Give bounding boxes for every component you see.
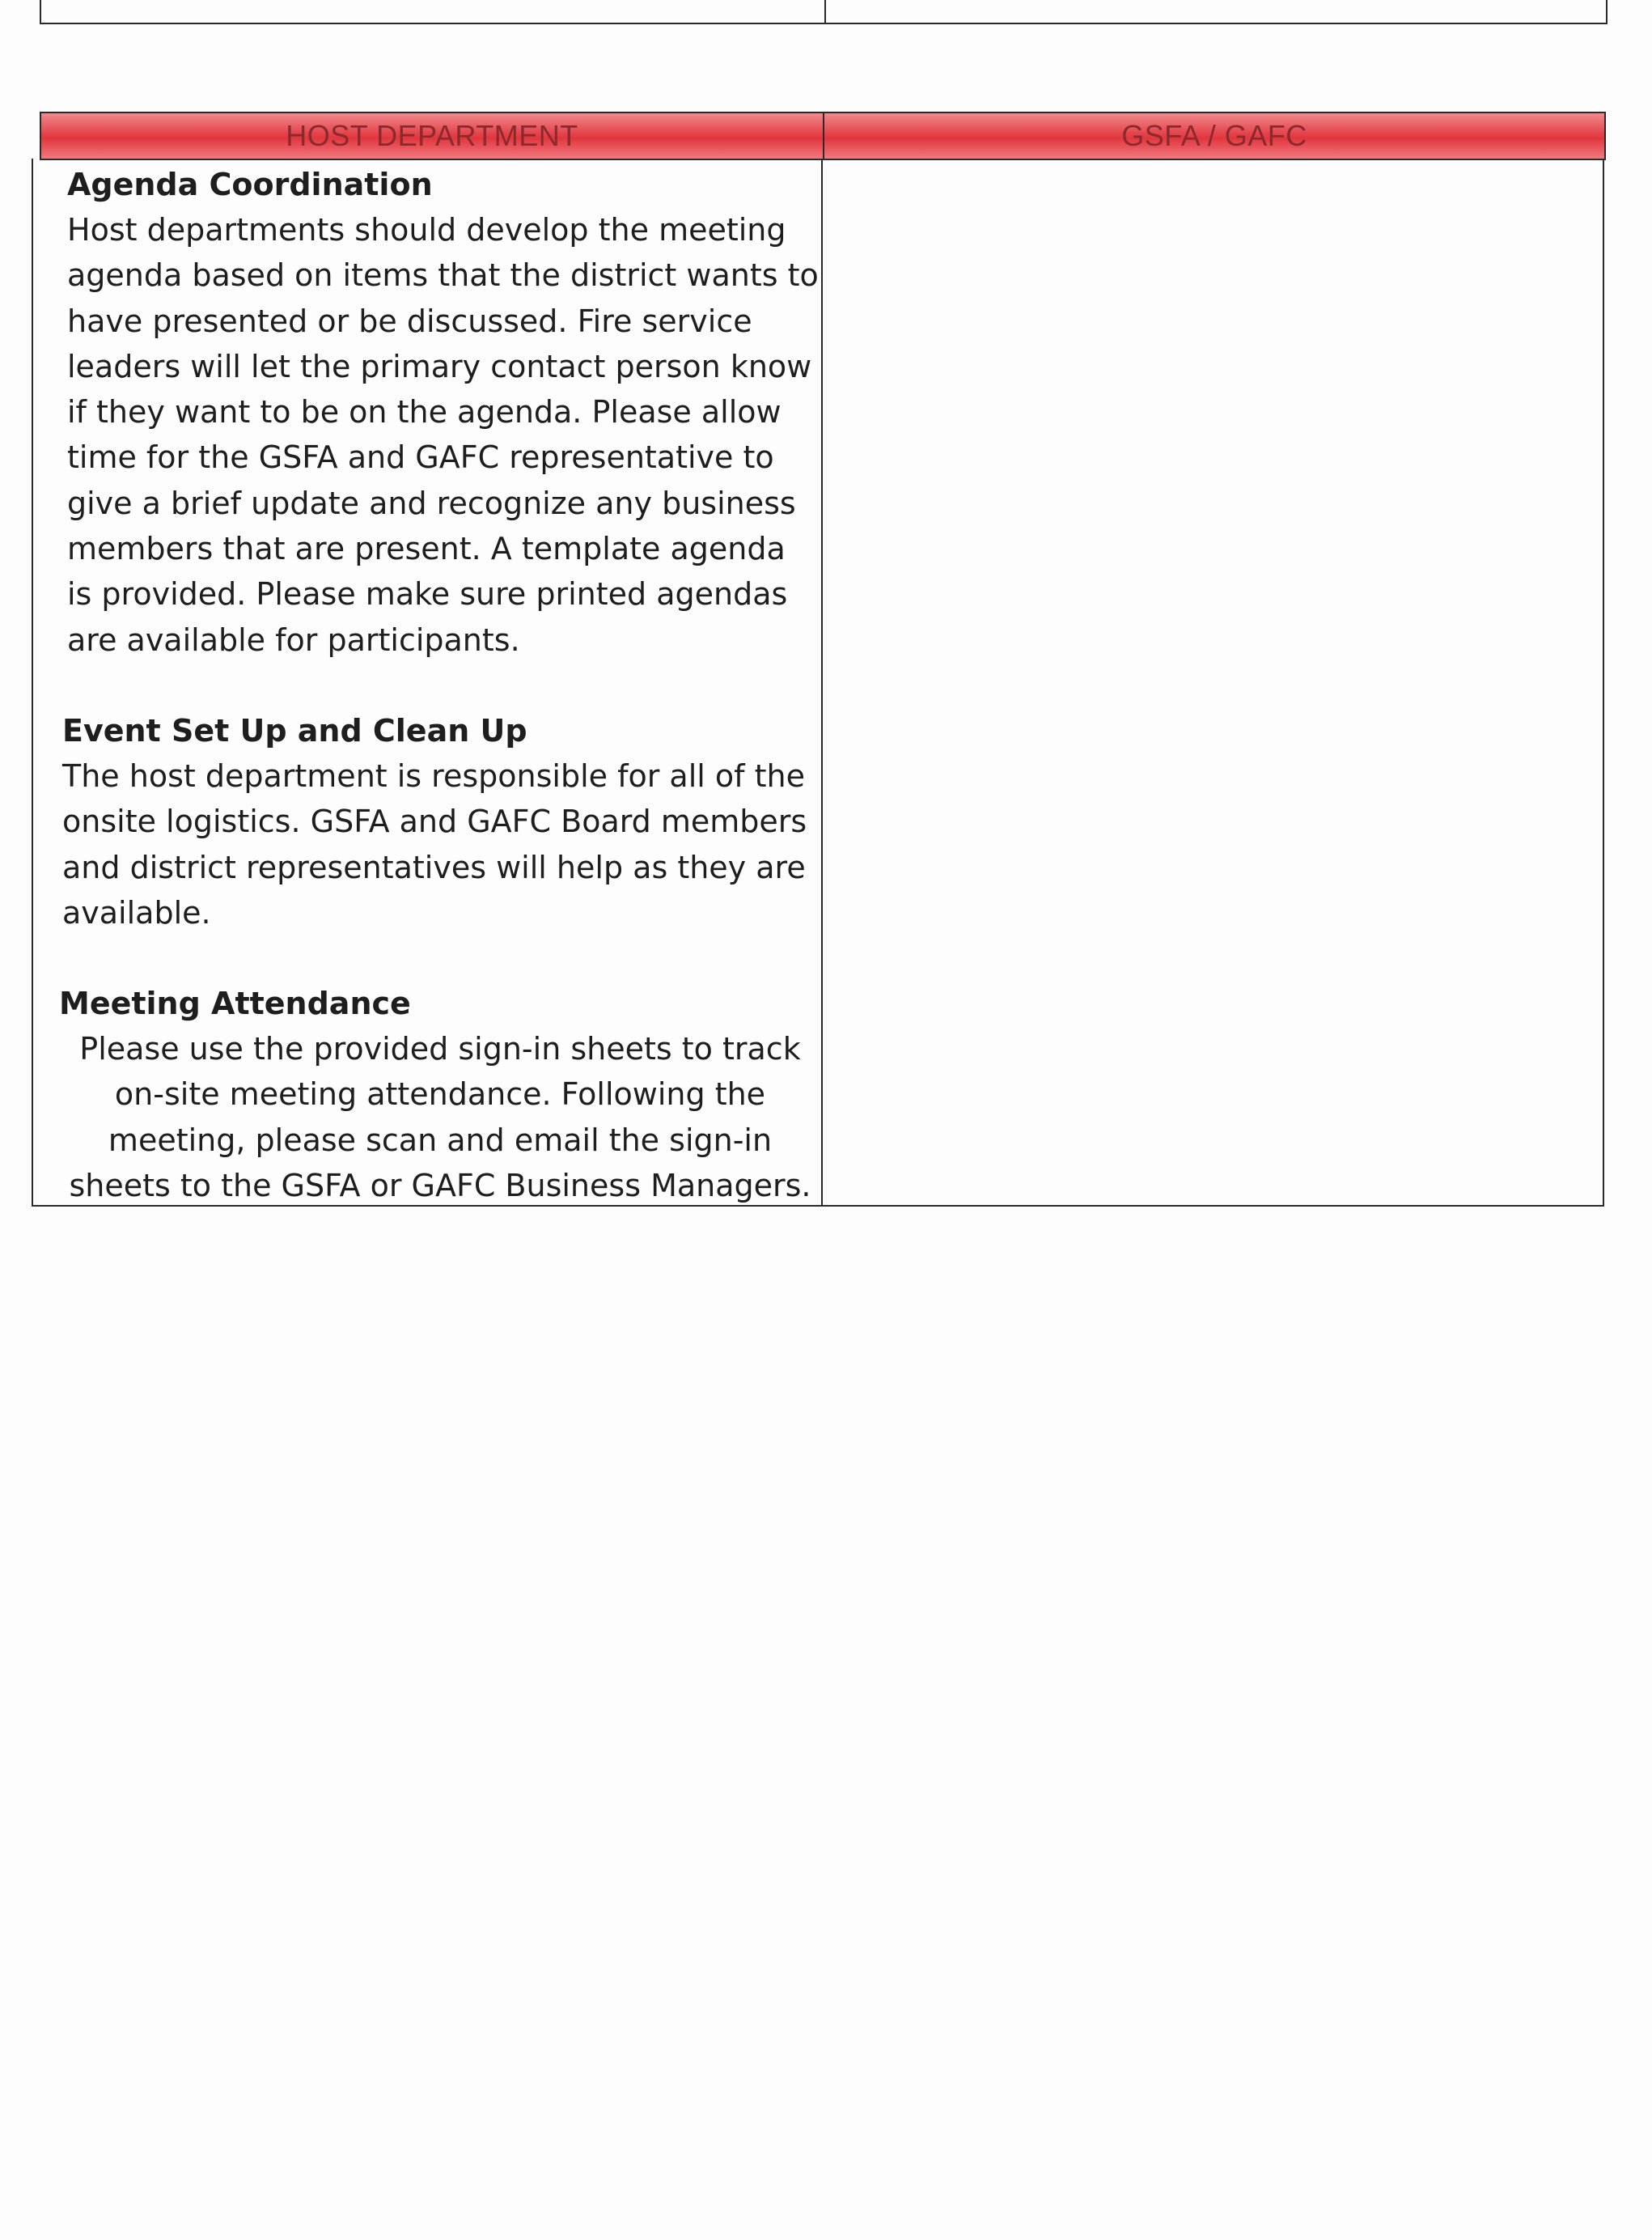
section-event-setup (56, 708, 810, 935)
header-host-department: HOST DEPARTMENT (41, 113, 824, 159)
table-body-row (32, 159, 1604, 1207)
gsfa-gafc-cell (823, 159, 1603, 1205)
section-agenda-coordination (56, 162, 819, 663)
host-department-cell (33, 159, 823, 1205)
section-text: Please use the provided sign-in sheets to track on-site meeting attendance. Following the meeting, please scan and email the sign-in sheets to the GSFA or GAFC Business Managers. (69, 1031, 811, 1204)
previous-table-fragment (40, 0, 1608, 24)
responsibilities-table (32, 112, 1606, 1207)
table-header-row (40, 112, 1606, 160)
section-meeting-attendance (56, 981, 810, 1208)
section-title: Meeting Attendance (59, 986, 411, 1022)
previous-table-divider (824, 0, 826, 23)
section-title: Event Set Up and Clean Up (62, 712, 527, 749)
section-text: The host department is responsible for all of the onsite logistics. GSFA and GAFC Board members and district representatives will help as they are available. (62, 757, 807, 931)
header-gsfa-gafc: GSFA / GAFC (1121, 119, 1307, 152)
section-title: Agenda Coordination (67, 167, 433, 202)
section-text: Host departments should develop the meeting agenda based on items that the district wants to have presented or be discussed. Fire service leaders will let the primary contact person know if they want to be on the agenda. Please allow time for the GSFA and GAFC representative to give a brief update and recognize any business members that are present. A template agenda is provided. Please make sure printed agendas are available for participants. (67, 212, 819, 658)
